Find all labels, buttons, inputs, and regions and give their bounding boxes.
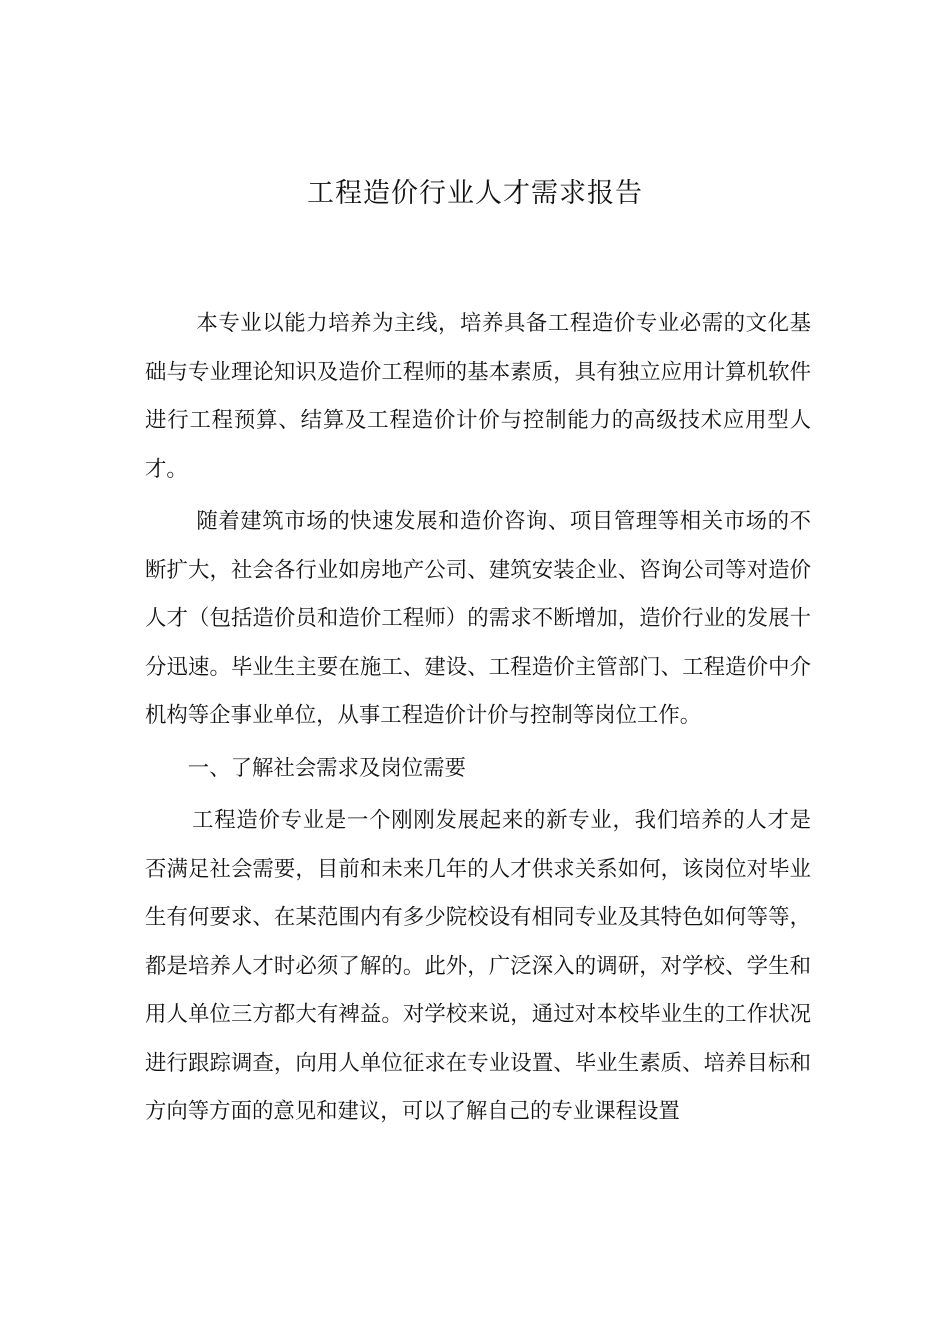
document-title: 工程造价行业人才需求报告 xyxy=(307,178,643,209)
section-paragraph: 工程造价专业是一个刚刚发展起来的新专业，我们培养的人才是否满足社会需要，目前和未来几年的人才供求关系如何，该岗位对毕业生有何要求、在某范围内有多少院校设有相同专业及其特色如何等等，都是培养人才时必须了解的。此外，广泛深入的调研，对学校、学生和用人单位三方都大有裨益。对学校来说，通过对本校毕业生的工作状况进行跟踪调查，向用人单位征求在专业设置、毕业生素质、培养目标和方向等方面的意见和建议，可以了解自己的专业课程设置 xyxy=(145,808,811,1124)
paragraph-2: 随着建筑市场的快速发展和造价咨询、项目管理等相关市场的不断扩大，社会各行业如房地产公司、建筑安装企业、咨询公司等对造价人才（包括造价员和造价工程师）的需求不断增加，造价行业的发展十分迅速。毕业生主要在施工、建设、工程造价主管部门、工程造价中介机构等企事业单位，从事工程造价计价与控制等岗位工作。 xyxy=(145,509,811,728)
section-heading: 一、了解社会需求及岗位需要 xyxy=(187,755,466,781)
paragraph-1: 本专业以能力培养为主线，培养具备工程造价专业必需的文化基础与专业理论知识及造价工程师的基本素质，具有独立应用计算机软件进行工程预算、结算及工程造价计价与控制能力的高级技术应用型人才。 xyxy=(145,311,811,482)
document-body xyxy=(145,300,811,1141)
